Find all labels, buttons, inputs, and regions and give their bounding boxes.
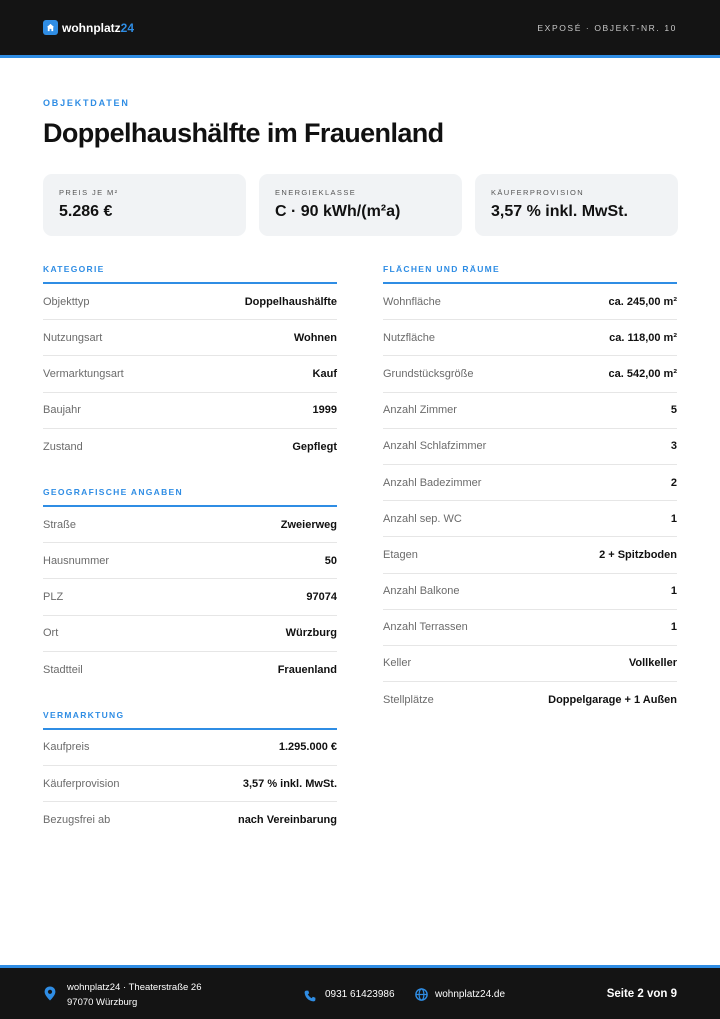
row-value: Kauf [312, 367, 337, 380]
row-label: Zustand [43, 440, 83, 453]
row-label: Vermarktungsart [43, 367, 124, 380]
header-bar [0, 0, 720, 58]
address-line: 97070 Würzburg [67, 997, 138, 1008]
row-label: Bezugsfrei ab [43, 814, 111, 827]
row-value: 50 [324, 554, 337, 567]
row-value: nach Vereinbarung [237, 814, 337, 827]
row-label: Etagen [383, 548, 418, 561]
row-label: Anzahl sep. WC [383, 512, 462, 525]
table-row [43, 802, 337, 838]
table-row [43, 429, 337, 465]
group-title: GEOGRAFISCHE ANGABEN [43, 487, 337, 507]
row-label: Nutzfläche [383, 331, 435, 344]
table-row [383, 284, 677, 320]
row-value: Frauenland [277, 663, 337, 676]
card-energy-class [259, 174, 462, 236]
card-label: ENERGIEKLASSE [275, 188, 357, 197]
table-row [43, 320, 337, 356]
row-value: ca. 118,00 m² [609, 331, 677, 344]
table-row [43, 616, 337, 652]
group-title: KATEGORIE [43, 264, 337, 284]
left-column [43, 264, 337, 838]
group-flaechen-und-raeume [383, 264, 677, 718]
table-row [43, 284, 337, 320]
row-value: Würzburg [285, 627, 337, 640]
table-row [383, 574, 677, 610]
table-row [43, 356, 337, 392]
row-label: Anzahl Terrassen [383, 621, 468, 634]
row-value: Wohnen [293, 331, 337, 344]
card-buyer-commission [475, 174, 678, 236]
row-label: Hausnummer [43, 554, 110, 567]
group-kategorie [43, 264, 337, 465]
table-row [43, 766, 337, 802]
row-label: Wohnfläche [383, 295, 441, 308]
row-label: Kaufpreis [43, 741, 90, 754]
footer-address [67, 980, 201, 1010]
table-row [383, 610, 677, 646]
row-label: Käuferprovision [43, 777, 120, 790]
table-row [43, 730, 337, 766]
row-value: Vollkeller [628, 657, 677, 670]
row-value: 1 [670, 585, 677, 598]
table-row [43, 652, 337, 688]
table-row [383, 465, 677, 501]
brand-logo[interactable] [43, 20, 134, 35]
row-label: Straße [43, 518, 77, 531]
footer-phone-link[interactable]: 0931 61423986 [325, 989, 395, 1000]
address-line: wohnplatz24 · Theaterstraße 26 [67, 982, 202, 993]
row-label: Anzahl Schlafzimmer [383, 440, 487, 453]
card-value: 3,57 % inkl. MwSt. [491, 203, 628, 220]
row-value: Zweierweg [280, 518, 337, 531]
row-value: 97074 [306, 590, 337, 603]
group-title: VERMARKTUNG [43, 710, 337, 730]
footer-bar [0, 965, 720, 1019]
row-label: PLZ [43, 590, 64, 603]
row-label: Ort [43, 627, 59, 640]
row-label: Keller [383, 657, 412, 670]
row-value: 1.295.000 € [278, 741, 337, 754]
right-column [383, 264, 677, 718]
row-label: Anzahl Badezimmer [383, 476, 482, 489]
table-row [383, 320, 677, 356]
row-value: ca. 245,00 m² [608, 295, 677, 308]
table-row [43, 393, 337, 429]
page-title: Doppelhaushälfte im Frauenland [43, 118, 444, 148]
table-row [383, 356, 677, 392]
row-value: 1 [670, 512, 677, 525]
globe-icon [415, 988, 428, 1006]
row-value: 1999 [312, 404, 337, 417]
row-label: Nutzungsart [43, 331, 103, 344]
row-label: Anzahl Zimmer [383, 404, 457, 417]
card-label: PREIS JE M² [59, 188, 119, 197]
row-value: 5 [670, 404, 677, 417]
row-label: Baujahr [43, 404, 81, 417]
row-label: Stadtteil [43, 663, 83, 676]
card-label: KÄUFERPROVISION [491, 188, 585, 197]
location-pin-icon [44, 986, 56, 1006]
row-value: Doppelhaushälfte [244, 295, 337, 308]
home-icon [43, 20, 58, 35]
row-label: Anzahl Balkone [383, 585, 460, 598]
table-row [383, 429, 677, 465]
table-row [383, 537, 677, 573]
phone-icon [304, 989, 316, 1007]
footer-website-link[interactable]: wohnplatz24.de [435, 989, 506, 1000]
row-value: Gepflegt [292, 440, 337, 453]
row-value: 3,57 % inkl. MwSt. [242, 777, 337, 790]
table-row [383, 682, 677, 718]
row-value: 1 [670, 621, 677, 634]
brand-name: wohnplatz24 [62, 20, 135, 35]
group-geografische-angaben [43, 487, 337, 688]
document-reference: EXPOSÉ · OBJEKT-NR. 10 [537, 23, 677, 33]
table-row [43, 543, 337, 579]
row-value: 2 [670, 476, 677, 489]
row-label: Grundstücksgröße [383, 367, 474, 380]
card-value: 5.286 € [59, 203, 113, 220]
row-label: Stellplätze [383, 694, 434, 707]
row-value: ca. 542,00 m² [608, 367, 677, 380]
card-price-per-sqm [43, 174, 246, 236]
row-label: Objekttyp [43, 295, 90, 308]
section-kicker: OBJEKTDATEN [43, 98, 130, 108]
table-row [383, 393, 677, 429]
table-row [43, 579, 337, 615]
key-figures [43, 174, 678, 236]
row-value: 2 + Spitzboden [599, 548, 677, 561]
group-title: FLÄCHEN UND RÄUME [383, 264, 677, 284]
card-value: C · 90 kWh/(m²a) [275, 203, 401, 220]
table-row [383, 501, 677, 537]
table-row [383, 646, 677, 682]
group-vermarktung [43, 710, 337, 839]
table-row [43, 507, 337, 543]
page-number: Seite 2 von 9 [606, 988, 677, 1000]
row-value: 3 [670, 440, 677, 453]
row-value: Doppelgarage + 1 Außen [548, 694, 677, 707]
